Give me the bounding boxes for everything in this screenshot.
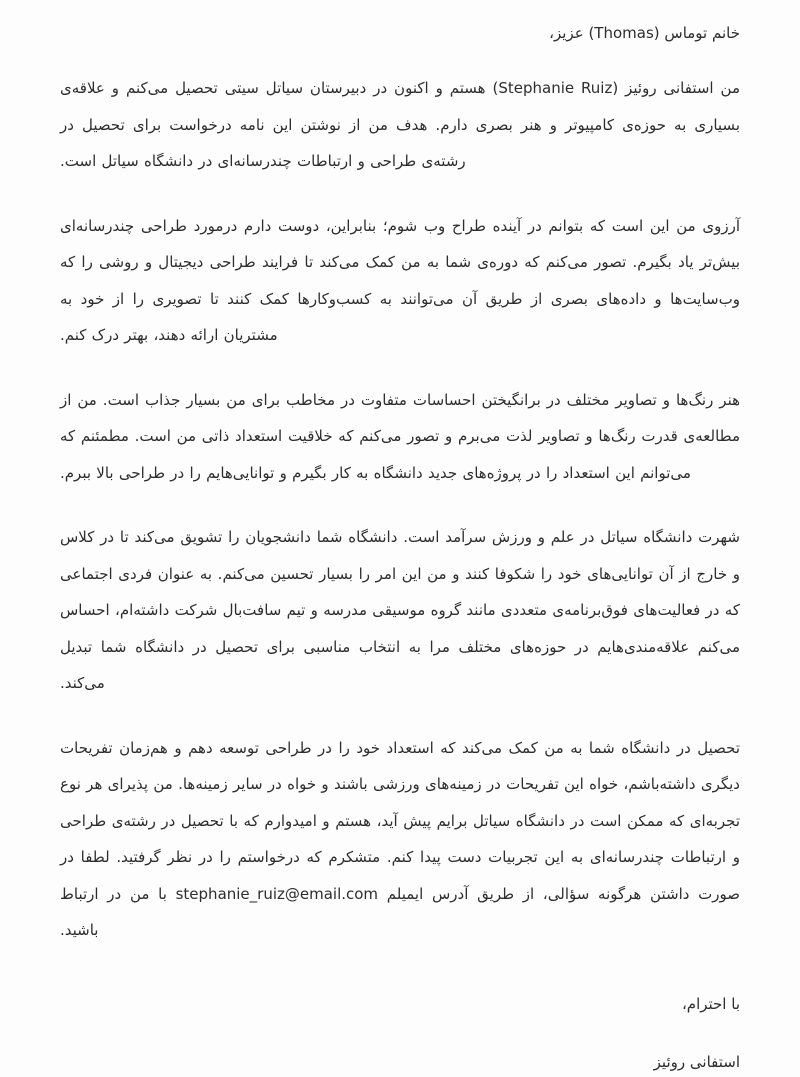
letter-salutation: خانم توماس (Thomas) عزیز، bbox=[549, 24, 740, 42]
letter-paragraph-5: تحصیل در دانشگاه شما به من کمک می‌کند که استعداد خود را در طراحی توسعه دهم و هم‌زمان تفریحات دیگری داشته‌باشم، خواه این تفریحات در زمینه‌های ورزشی باشند و خواه در سایر زمینه‌ها. من پذیرای هر نوع تجربه‌ای که ممکن است در دانشگاه سیاتل برایم پیش آید، هستم و امیدوارم که با تحصیل در رشته‌ی طراحی و ارتباطات چندرسانه‌ای به این تجربیات دست پیدا کنم. متشکرم که درخواستم را در نظر گرفتید. لطفا در صورت داشتن هرگونه سؤالی، از طریق آدرس ایمیلم stephanie_ruiz@email.com با من در ارتباط باشید. bbox=[60, 738, 741, 939]
closing-spacer bbox=[60, 949, 740, 989]
letter-paragraph-2: آرزوی من این است که بتوانم در آینده طراح وب شوم؛ بنابراین، دوست دارم درمورد طراحی چندرسانه‌ای بیش‌تر یاد بگیرم. تصور می‌کنم که دوره‌ی شما به من کمک می‌کند تا فرایند طراحی دیجیتال و روشی را که وب‌سایت‌ها و داده‌های بصری از طریق آن می‌توانند به کسب‌وکارها کمک کنند تا تصویری را از خود به مشتریان ارائه دهند، بهتر درک کنم. bbox=[60, 216, 740, 344]
salutation-spacer bbox=[60, 48, 740, 70]
letter-paragraph-1: من استفانی روئیز (Stephanie Ruiz) هستم و اکنون در دبیرستان سیاتل سیتی تحصیل می‌کنم و علاقه‌ی بسیاری به حوزه‌ی کامپیوتر و هنر بصری دارم. هدف من از نوشتن این نامه درخواست برای تحصیل در رشته‌ی طراحی و ارتباطات چندرسانه‌ای در دانشگاه سیاتل است. bbox=[60, 79, 740, 170]
letter-signature: استفانی روئیز bbox=[653, 1052, 740, 1071]
letter-paragraph-4: شهرت دانشگاه سیاتل در علم و ورزش سرآمد است. دانشگاه شما دانشجویان را تشویق می‌کند تا در کلاس و خارج از آن توانایی‌های خود را شکوفا کنند و من این امر را بسیار تحسین می‌کنم. به عنوان فردی اجتماعی که در فعالیت‌های فوق‌برنامه‌ی متعددی مانند گروه موسیقی مدرسه و تیم سافت‌بال شرکت داشته‌ام، احساس می‌کنم علاقه‌مندی‌هایم در حوزه‌های مختلف مرا به انتخاب مناسبی برای تحصیل در دانشگاه شما تبدیل می‌کند. bbox=[60, 528, 740, 692]
letter-paragraph-3: هنر رنگ‌ها و تصاویر مختلف در برانگیختن احساسات متفاوت در مخاطب برای من بسیار جذاب است. من از مطالعه‌ی قدرت رنگ‌ها و تصاویر لذت می‌برم و تصور می‌کنم که خلاقیت استعداد ذاتی من است. مطمئنم که می‌توانم این استعداد را در پروژه‌های جدید دانشگاه به کار بگیرم و توانایی‌هایم را در طراحی بالا ببرم. bbox=[60, 390, 740, 482]
letter-closing: با احترام، bbox=[681, 994, 740, 1013]
signature-spacer bbox=[60, 1019, 740, 1047]
